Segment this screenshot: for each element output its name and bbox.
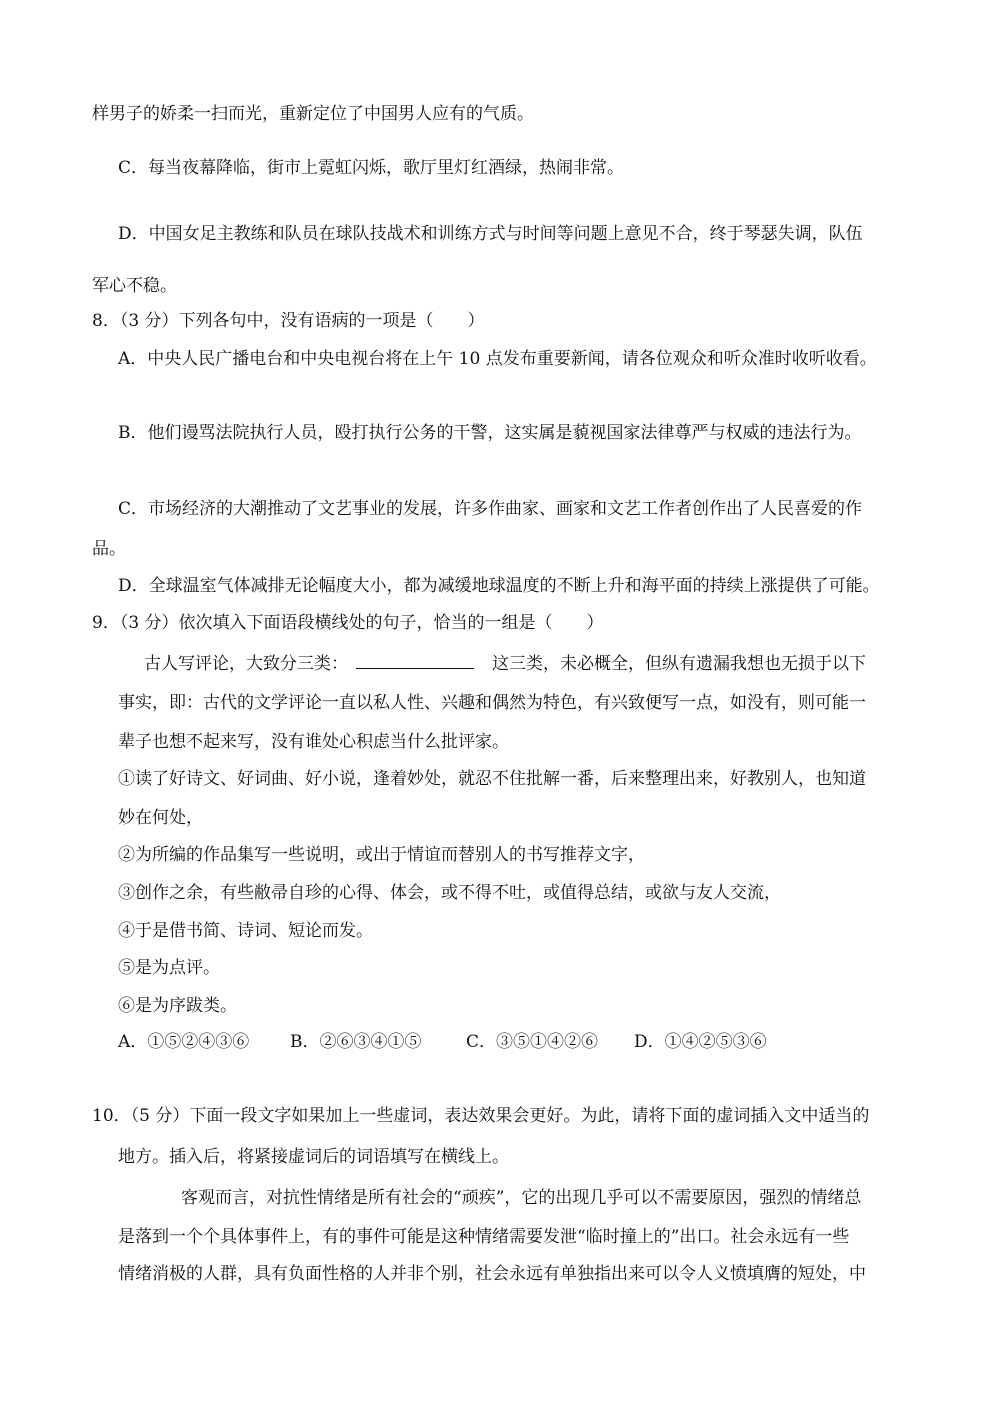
q10-passage-line2: 是落到一个个具体事件上，有的事件可能是这种情绪需要发泄“临时撞上的”出口。社会永远有一些 [118, 1227, 850, 1247]
q9-item-5: ⑤是为点评。 [118, 958, 220, 978]
q9-options [118, 1034, 767, 1051]
q9-passage-pre-blank: 古人写评论，大致分三类： [144, 654, 348, 674]
q9-option-a[interactable]: A．①⑤②④③⑥ [118, 1032, 250, 1052]
q8-option-c-line2: 品。 [92, 539, 126, 559]
q9-item-4: ④于是借书简、诗词、短论而发。 [118, 921, 373, 941]
q10-passage-line3: 情绪消极的人群，具有负面性格的人并非个别，社会永远有单独指出来可以令人义愤填膺的短处，中 [118, 1264, 866, 1284]
q9-passage-line2: 事实，即：古代的文学评论一直以私人性、兴趣和偶然为特色，有兴致便写一点，如没有，则可能一 [118, 693, 866, 713]
q7-option-d-line1: D．中国女足主教练和队员在球队技战术和训练方式与时间等问题上意见不合，终于琴瑟失调，队伍 [118, 224, 863, 244]
q9-passage-post-blank: 这三类，未必概全，但纵有遗漏我想也无损于以下 [492, 654, 866, 674]
q9-item-1-line1: ①读了好诗文、好词曲、好小说，逢着妙处，就忍不住批解一番，后来整理出来，好教别人，也知道 [118, 769, 866, 789]
q9-option-d[interactable]: D．①④②⑤③⑥ [634, 1032, 767, 1052]
answer-blank[interactable] [356, 654, 474, 669]
q9-item-3: ③创作之余，有些敝帚自珍的心得、体会，或不得不吐，或值得总结，或欲与友人交流， [118, 883, 781, 903]
q10-stem-line1: 10．（5 分）下面一段文字如果加上一些虚词，表达效果会更好。为此，请将下面的虚词插入文中适当的 [92, 1106, 870, 1126]
q9-passage-line1 [144, 654, 866, 673]
q7-option-b-continuation: 样男子的娇柔一扫而光，重新定位了中国男人应有的气质。 [92, 104, 534, 124]
q8-option-d: D．全球温室气体减排无论幅度大小，都为减缓地球温度的不断上升和海平面的持续上涨提供了可能。 [118, 576, 880, 596]
q7-option-d-line2: 军心不稳。 [92, 276, 177, 296]
q10-passage-line1: 客观而言，对抗性情绪是所有社会的“顽疾”，它的出现几乎可以不需要原因，强烈的情绪总 [181, 1188, 862, 1208]
q8-option-a: A．中央人民广播电台和中央电视台将在上午 10 点发布重要新闻，请各位观众和听众准时收听收看。 [118, 349, 877, 369]
q9-item-6: ⑥是为序跋类。 [118, 996, 237, 1016]
q8-option-b: B．他们谩骂法院执行人员，殴打执行公务的干警，这实属是藐视国家法律尊严与权威的违法行为。 [118, 423, 862, 443]
q9-item-1-line2: 妙在何处， [118, 808, 203, 828]
q9-option-c[interactable]: C．③⑤①④②⑥ [466, 1032, 599, 1052]
q7-option-c: C．每当夜幕降临，街市上霓虹闪烁，歌厅里灯红酒绿，热闹非常。 [118, 158, 625, 178]
q10-stem-line2: 地方。插入后，将紧接虚词后的词语填写在横线上。 [118, 1147, 509, 1167]
q8-stem: 8．（3 分）下列各句中，没有语病的一项是（ ） [92, 311, 485, 331]
q9-passage-line3: 辈子也想不起来写，没有谁处心积虑当什么批评家。 [118, 732, 509, 752]
q9-item-2: ②为所编的作品集写一些说明，或出于情谊而替别人的书写推荐文字， [118, 845, 645, 865]
q8-option-c-line1: C．市场经济的大潮推动了文艺事业的发展，许多作曲家、画家和文艺工作者创作出了人民喜爱的作 [118, 499, 863, 519]
q9-stem: 9．（3 分）依次填入下面语段横线处的句子，恰当的一组是（ ） [92, 613, 604, 633]
q9-option-b[interactable]: B．②⑥③④①⑤ [290, 1032, 422, 1052]
